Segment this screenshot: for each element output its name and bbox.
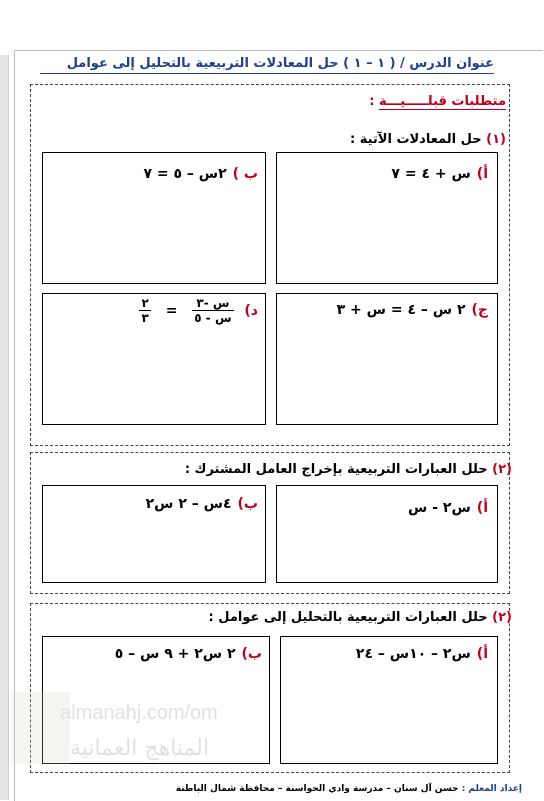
equation-1b [143,166,258,182]
lesson-title-text: عنوان الدرس / ( ١ – ١ ) حل المعادلات التربيعية بالتحليل إلى عوامل [66,56,494,71]
equation-1c-expr: ٢ س – ٤ = س + ٣ [336,302,466,318]
watermark-url: almanahj.com/om [60,702,218,724]
question-3-number: (٢) [492,610,512,625]
question-3-header [209,610,512,625]
fraction-left-numerator: س -٣ [192,296,233,311]
expression-2a [408,500,488,516]
expression-2a-expr: س٢ - س [408,500,471,516]
equation-1d-letter: د) [244,302,258,319]
equation-1c [337,302,488,318]
fraction-left [192,296,233,325]
lesson-title [40,56,494,71]
expression-2b-letter: ب) [237,496,258,512]
expression-3a-letter: أ) [476,646,488,662]
equation-1c-letter: ج) [471,302,488,318]
footer-label: إعداد المعلم : [461,784,522,794]
fraction-right-denominator: ٣ [141,311,149,325]
fraction-left-denominator: س - ٥ [194,311,232,325]
question-2-number: (٢) [492,462,512,477]
watermark-logo-text: المناهج العمانية [70,736,210,761]
prereq-heading-colon: : [369,94,380,109]
page-edge [0,55,9,800]
equation-1d [139,296,258,325]
footer-credit [176,784,522,794]
equation-1b-letter: ب ) [232,166,258,182]
fraction-right [139,296,150,325]
title-underline [40,73,494,74]
expression-3b-expr: ٢ س٢ + ٩ س – ٥ [114,646,236,662]
expression-3a-expr: س٢ – ١٠س – ٢٤ [355,646,471,662]
expression-2b-expr: ٤س – ٢ س٢ [145,496,232,512]
expression-3b-letter: ب) [241,646,262,662]
question-2-header [185,462,512,477]
footer-text: حسن آل سنان – مدرسة وادي الحواسنة – محافظة شمال الباطنة [175,784,462,794]
expression-2b [146,496,258,512]
equation-1a [391,166,488,182]
equation-1a-expr: س + ٤ = ٧ [391,166,471,182]
prereq-heading-text: متطلبات قبلـــــيـــة [379,94,506,109]
expression-3a [356,646,488,662]
question-3-text: حلل العبارات التربيعية بالتحليل إلى عوامل : [208,610,493,625]
expression-2a-letter: أ) [476,500,488,516]
question-1-number: (١) [486,132,506,147]
fraction-right-numerator: ٢ [141,296,149,310]
expression-3b [115,646,262,662]
question-2-text: حلل العبارات التربيعية بإخراج العامل المشترك : [184,462,493,477]
equation-1b-expr: ٢س – ٥ = ٧ [143,166,227,182]
question-1-header [350,132,506,147]
prereq-heading [369,94,506,109]
equation-1a-letter: أ) [476,166,488,182]
equation-1d-equals: = [165,302,178,319]
question-1-text: حل المعادلات الآتية : [349,132,487,147]
